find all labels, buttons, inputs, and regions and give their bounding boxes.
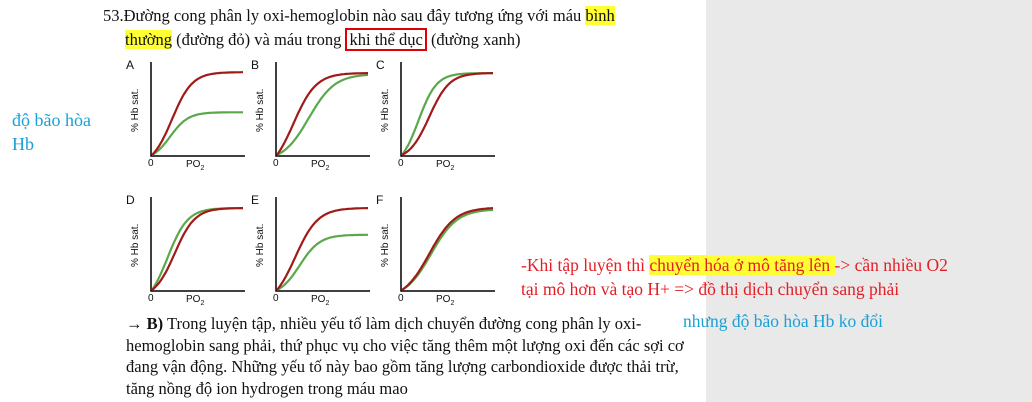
- origin-label: 0: [398, 158, 404, 169]
- graph-d: [126, 193, 245, 307]
- question-text: [103, 4, 703, 52]
- question-start: 53.Đường cong phân ly oxi-hemoglobin nào sau đây tương ứng với máu: [103, 6, 586, 25]
- graph-f: [376, 193, 495, 307]
- x-axis-label: $PO_2$: [186, 159, 205, 172]
- side-label-line2: Hb: [12, 134, 34, 154]
- graph-plot: [150, 62, 245, 157]
- y-axis-label: % Hb sat.: [380, 88, 391, 132]
- y-axis-label: % Hb sat.: [255, 88, 266, 132]
- x-axis-label: $PO_2$: [436, 159, 455, 172]
- highlight-binh: bình: [585, 6, 615, 25]
- note-suffix: -> cần nhiều O2: [834, 255, 948, 275]
- graph-a: [126, 58, 245, 172]
- graph-axes: [151, 197, 245, 291]
- y-axis-label: % Hb sat.: [130, 88, 141, 132]
- graph-letter: F: [376, 193, 384, 207]
- origin-label: 0: [148, 293, 154, 304]
- x-axis-label: $PO_2$: [436, 294, 455, 307]
- origin-label: 0: [273, 293, 279, 304]
- normal-curve: [402, 208, 493, 290]
- origin-label: 0: [398, 293, 404, 304]
- exercise-curve: [402, 210, 493, 290]
- y-axis-label: % Hb sat.: [130, 223, 141, 267]
- note-blue: nhưng độ bão hòa Hb ko đổi: [683, 311, 884, 331]
- boxed-phrase: khi thể dục: [345, 28, 426, 51]
- graph-c: [376, 58, 495, 172]
- exercise-curve: [277, 75, 368, 155]
- note-prefix: -Khi tập luyện thì: [521, 255, 650, 275]
- x-axis-label: $PO_2$: [311, 294, 330, 307]
- normal-curve: [152, 208, 243, 290]
- exercise-curve: [277, 235, 368, 290]
- graph-letter: A: [126, 58, 135, 72]
- question-mid: (đường đỏ) và máu trong: [172, 30, 346, 49]
- side-panel: [706, 0, 1032, 402]
- graph-letter: C: [376, 58, 385, 72]
- answer-text: [126, 313, 706, 399]
- y-axis-label: % Hb sat.: [255, 223, 266, 267]
- side-label: [12, 108, 91, 156]
- side-label-line1: độ bão hòa: [12, 110, 91, 130]
- graph-plot: [275, 197, 370, 292]
- origin-label: 0: [273, 158, 279, 169]
- graph-letter: E: [251, 193, 260, 207]
- note-line2: tại mô hơn và tạo H+ => đồ thị dịch chuyển sang phải: [521, 279, 900, 299]
- normal-curve: [402, 73, 493, 155]
- graph-plot: [400, 197, 495, 292]
- graph-plot: [150, 197, 245, 292]
- graph-e: [251, 193, 370, 307]
- graph-plot: [400, 62, 495, 157]
- normal-curve: [277, 73, 368, 155]
- exercise-curve: [152, 208, 243, 290]
- origin-label: 0: [148, 158, 154, 169]
- graph-b: [251, 58, 370, 172]
- graph-axes: [276, 197, 370, 291]
- graph-letter: D: [126, 193, 135, 207]
- answer-body: Trong luyện tập, nhiều yếu tố làm dịch chuyển đường cong phân ly oxi-hemoglobin sang phải, thứ phục vụ cho việc tăng thêm một lượng oxi đến các sợi cơ đang vận động. Những yếu tố này bao gồm tăng lượng carbondioxide được thải trừ, tăng nồng độ ion hydrogen trong máu mao: [126, 314, 684, 398]
- x-axis-label: $PO_2$: [311, 159, 330, 172]
- note-red: [521, 253, 948, 301]
- graph-plot: [275, 62, 370, 157]
- note-highlight: chuyển hóa ở mô tăng lên: [649, 255, 835, 275]
- question-end: (đường xanh): [426, 30, 521, 49]
- y-axis-label: % Hb sat.: [380, 223, 391, 267]
- graph-letter: B: [251, 58, 260, 72]
- x-axis-label: $PO_2$: [186, 294, 205, 307]
- highlight-thuong: thường: [125, 30, 173, 49]
- answer-label: → B): [126, 314, 164, 333]
